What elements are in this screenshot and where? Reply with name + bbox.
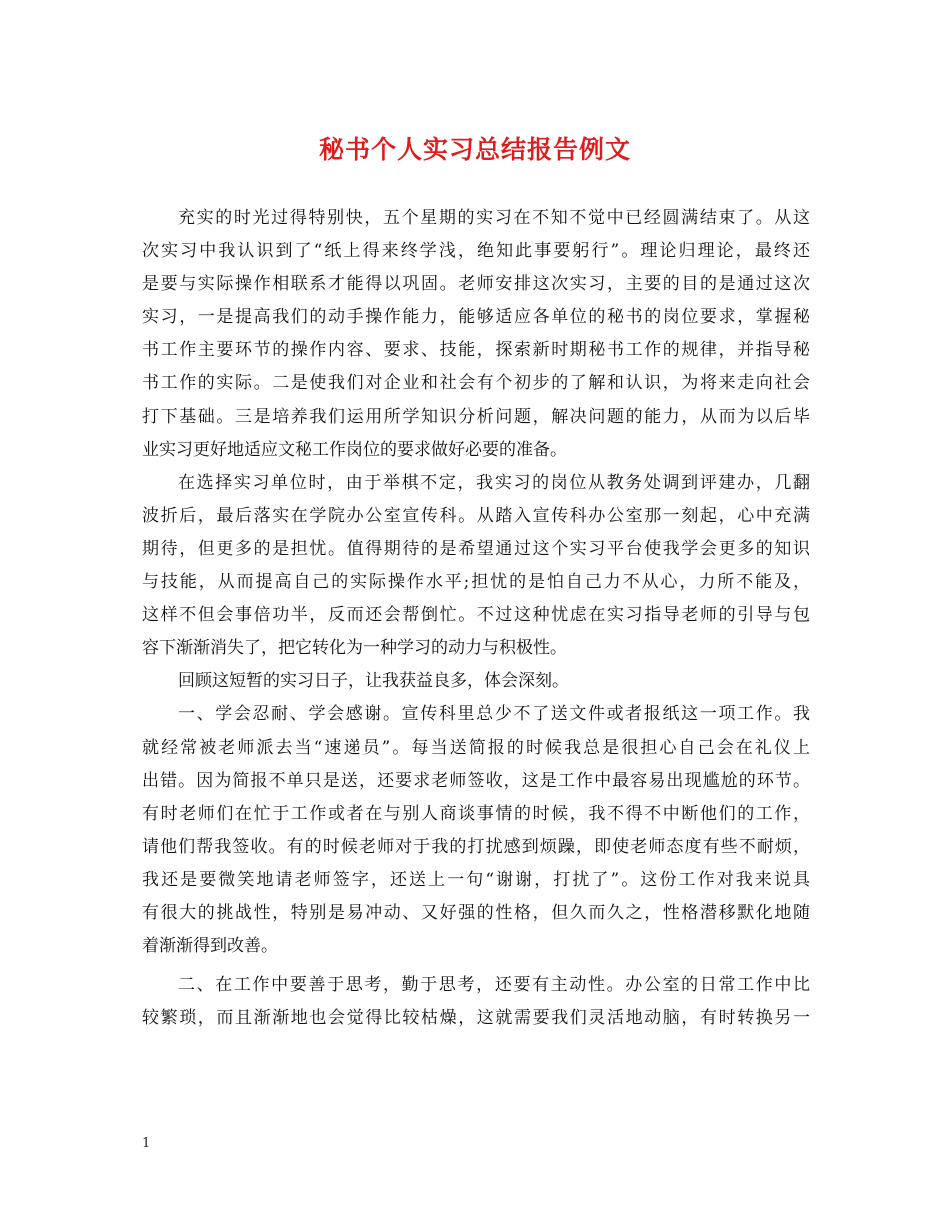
text-line: 请他们帮我签收。有的时候老师对于我的打扰感到烦躁，即使老师态度有些不耐烦，	[142, 836, 810, 857]
text-line: 容下渐渐消失了，把它转化为一种学习的动力与积极性。	[142, 638, 567, 659]
text-line: 回顾这短暂的实习日子，让我获益良多，体会深刻。	[178, 671, 569, 692]
text-line: 书工作主要环节的操作内容、要求、技能，探索新时期秘书工作的规律，并指导秘	[142, 340, 810, 361]
text-line: 在选择实习单位时，由于举棋不定，我实习的岗位从教务处调到评建办，几翻	[178, 472, 810, 493]
text-line: 实习，一是提高我们的动手操作能力，能够适应各单位的秘书的岗位要求，掌握秘	[142, 307, 810, 328]
text-line: 我还是要微笑地请老师签字，还送上一句“谢谢，打扰了”。这份工作对我来说具	[142, 869, 810, 890]
text-line: 这样不但会事倍功半，反而还会帮倒忙。不过这种忧虑在实习指导老师的引导与包	[142, 605, 810, 626]
text-line: 期待，但更多的是担忧。值得期待的是希望通过这个实习平台使我学会更多的知识	[142, 538, 810, 559]
text-line: 出错。因为简报不单只是送，还要求老师签收，这是工作中最容易出现尴尬的环节。	[142, 770, 810, 791]
text-line: 波折后，最后落实在学院办公室宣传科。从踏入宣传科办公室那一刻起，心中充满	[142, 505, 810, 526]
text-line: 业实习更好地适应文秘工作岗位的要求做好必要的准备。	[142, 439, 567, 460]
text-line: 着渐渐得到改善。	[142, 936, 278, 957]
text-line: 书工作的实际。二是使我们对企业和社会有个初步的了解和认识，为将来走向社会	[142, 373, 810, 394]
text-line: 一、学会忍耐、学会感谢。宣传科里总少不了送文件或者报纸这一项工作。我	[178, 704, 810, 725]
text-line: 有很大的挑战性，特别是易冲动、又好强的性格，但久而久之，性格潜移默化地随	[142, 902, 810, 923]
document-title: 秘书个人实习总结报告例文	[318, 135, 631, 164]
text-line: 次实习中我认识到了“纸上得来终学浅，绝知此事要躬行”。理论归理论，最终还	[142, 241, 810, 262]
page-number: 1	[142, 1136, 151, 1151]
text-line: 就经常被老师派去当“速递员”。每当送简报的时候我总是很担心自己会在礼仪上	[142, 737, 810, 758]
text-line: 充实的时光过得特别快，五个星期的实习在不知不觉中已经圆满结束了。从这	[178, 208, 810, 228]
text-line: 是要与实际操作相联系才能得以巩固。老师安排这次实习，主要的目的是通过这次	[142, 274, 810, 295]
text-line: 打下基础。三是培养我们运用所学知识分析问题，解决问题的能力，从而为以后毕	[142, 406, 810, 427]
text-line: 与技能，从而提高自己的实际操作水平;担忧的是怕自己力不从心，力所不能及，	[142, 572, 810, 593]
text-line: 二、在工作中要善于思考，勤于思考，还要有主动性。办公室的日常工作中比	[178, 975, 810, 996]
text-line: 较繁琐，而且渐渐地也会觉得比较枯燥，这就需要我们灵活地动脑，有时转换另一	[142, 1008, 810, 1029]
document-body	[142, 202, 810, 1035]
text-line: 有时老师们在忙于工作或者在与别人商谈事情的时候，我不得不中断他们的工作，	[142, 803, 810, 824]
